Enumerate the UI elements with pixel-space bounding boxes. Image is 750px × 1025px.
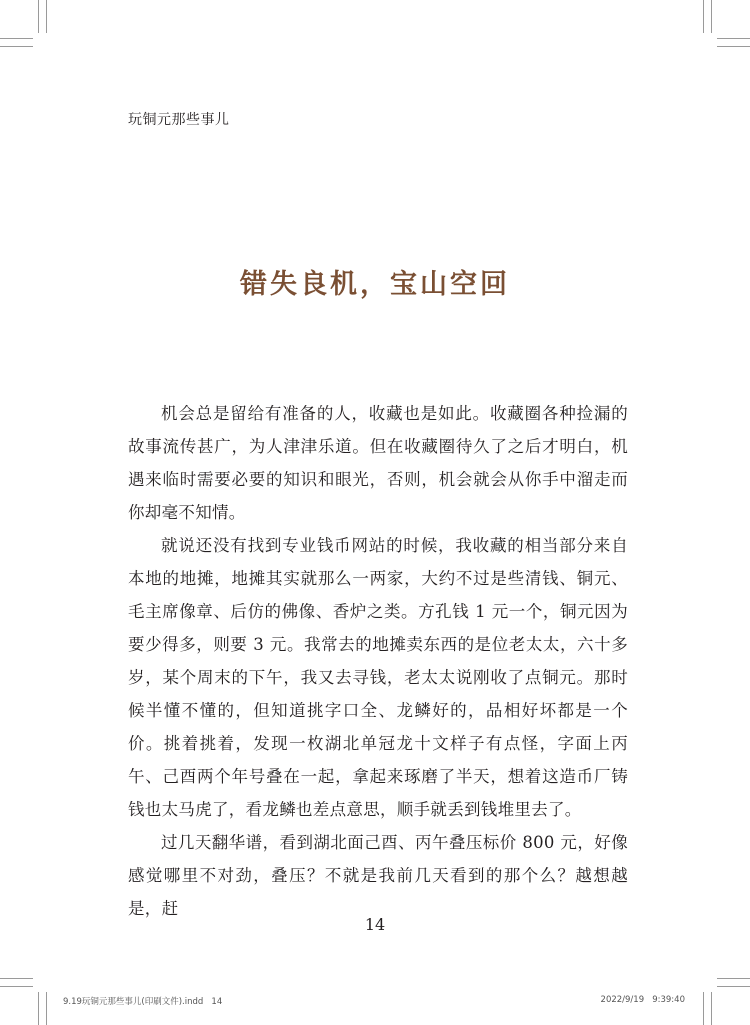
crop-mark <box>0 978 33 979</box>
crop-mark <box>703 992 704 1025</box>
slug-filename: 9.19玩铜元那些事儿(印刷文件).indd 14 <box>63 997 223 1007</box>
paragraph: 过几天翻华谱，看到湖北面己酉、丙午叠压标价 800 元，好像感觉哪里不对劲，叠压？不就是我前几天看到的那个么？越想越是，赶 <box>128 833 628 918</box>
crop-mark <box>711 0 712 33</box>
crop-mark <box>711 992 712 1025</box>
running-head: 玩铜元那些事儿 <box>128 112 230 128</box>
crop-mark <box>46 0 47 33</box>
crop-mark <box>717 46 750 47</box>
crop-mark <box>717 38 750 39</box>
crop-mark <box>0 46 33 47</box>
slug-timestamp: 2022/9/19 9:39:40 <box>600 995 685 1005</box>
page-number: 14 <box>364 915 386 934</box>
paragraph: 就说还没有找到专业钱币网站的时候，我收藏的相当部分来自本地的地摊，地摊其实就那么一两家，大约不过是些清钱、铜元、毛主席像章、后仿的佛像、香炉之类。方孔钱 1 元一个，铜元因为要少得多，则要 3 元。我常去的地摊卖东西的是位老太太，六十多岁，某个周末的下午，我又去寻钱，老太太说刚收了点铜元。那时候半懂不懂的，但知道挑字口全、龙鳞好的，品相好坏都是一个价。挑着挑着，发现一枚湖北单冠龙十文样子有点怪，字面上丙午、己酉两个年号叠在一起，拿起来琢磨了半天，想着这造币厂铸钱也太马虎了，看龙鳞也差点意思，顺手就丢到钱堆里去了。 <box>128 536 628 819</box>
paragraph: 机会总是留给有准备的人，收藏也是如此。收藏圈各种捡漏的故事流传甚广，为人津津乐道。但在收藏圈待久了之后才明白，机遇来临时需要必要的知识和眼光，否则，机会就会从你手中溜走而你却毫不知情。 <box>128 404 628 522</box>
crop-mark <box>703 0 704 33</box>
crop-mark <box>38 992 39 1025</box>
body-text <box>128 397 628 925</box>
crop-mark <box>717 986 750 987</box>
crop-mark <box>717 978 750 979</box>
crop-mark <box>46 992 47 1025</box>
crop-mark <box>38 0 39 33</box>
chapter-title: 错失良机，宝山空回 <box>240 269 510 300</box>
crop-mark <box>0 38 33 39</box>
crop-mark <box>0 986 33 987</box>
